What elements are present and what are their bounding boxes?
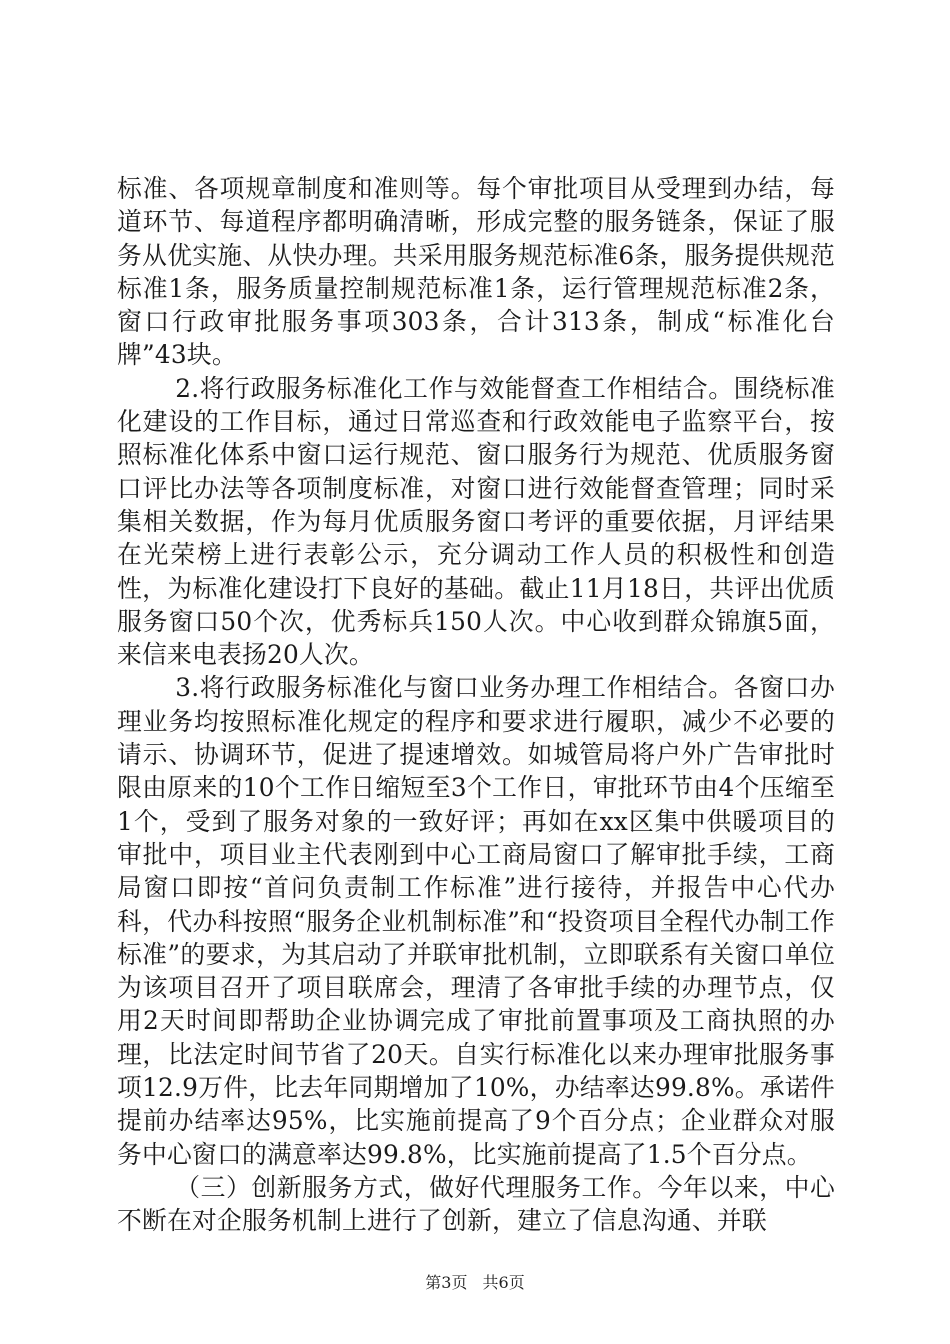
- paragraph-3: 3.将行政服务标准化与窗口业务办理工作相结合。各窗口办理业务均按照标准化规定的程序和要求进行履职，减少不必要的请示、协调环节，促进了提速增效。如城管局将户外广告审批时限由原来的10个工作日缩短至3个工作日，审批环节由4个压缩至1个，受到了服务对象的一致好评；再如在xx区集中供暖项目的审批中，项目业主代表刚到中心工商局窗口了解审批手续，工商局窗口即按“首问负责制工作标准”进行接待，并报告中心代办科，代办科按照“服务企业机制标准”和“投资项目全程代办制工作标准”的要求，为其启动了并联审批机制，立即联系有关窗口单位为该项目召开了项目联席会，理清了各审批手续的办理节点，仅用2天时间即帮助企业协调完成了审批前置事项及工商执照的办理，比法定时间节省了20天。自实行标准化以来办理审批服务事项12.9万件，比去年同期增加了10%，办结率达99.8%。承诺件提前办结率达95%，比实施前提高了9个百分点；企业群众对服务中心窗口的满意率达99.8%，比实施前提高了1.5个百分点。: [117, 673, 835, 1169]
- document-body: [117, 172, 835, 1238]
- paragraph-4: （三）创新服务方式，做好代理服务工作。今年以来，中心不断在对企服务机制上进行了创新，建立了信息沟通、并联: [117, 1172, 835, 1236]
- paragraph-1: 标准、各项规章制度和准则等。每个审批项目从受理到办结，每道环节、每道程序都明确清晰，形成完整的服务链条，保证了服务从优实施、从快办理。共采用服务规范标准6条，服务提供规范标准1条，服务质量控制规范标准1条，运行管理规范标准2条，窗口行政审批服务事项303条，合计313条，制成“标准化台牌”43块。: [117, 174, 835, 370]
- page-total: 共6页: [482, 1273, 525, 1292]
- page-number: 第3页: [425, 1273, 468, 1292]
- page-footer: [0, 1270, 950, 1293]
- paragraph-2: 2.将行政服务标准化工作与效能督查工作相结合。围绕标准化建设的工作目标，通过日常巡查和行政效能电子监察平台，按照标准化体系中窗口运行规范、窗口服务行为规范、优质服务窗口评比办法等各项制度标准，对窗口进行效能督查管理；同时采集相关数据，作为每月优质服务窗口考评的重要依据，月评结果在光荣榜上进行表彰公示，充分调动工作人员的积极性和创造性，为标准化建设打下良好的基础。截止11月18日，共评出优质服务窗口50个次，优秀标兵150人次。中心收到群众锦旗5面，来信来电表扬20人次。: [117, 373, 835, 670]
